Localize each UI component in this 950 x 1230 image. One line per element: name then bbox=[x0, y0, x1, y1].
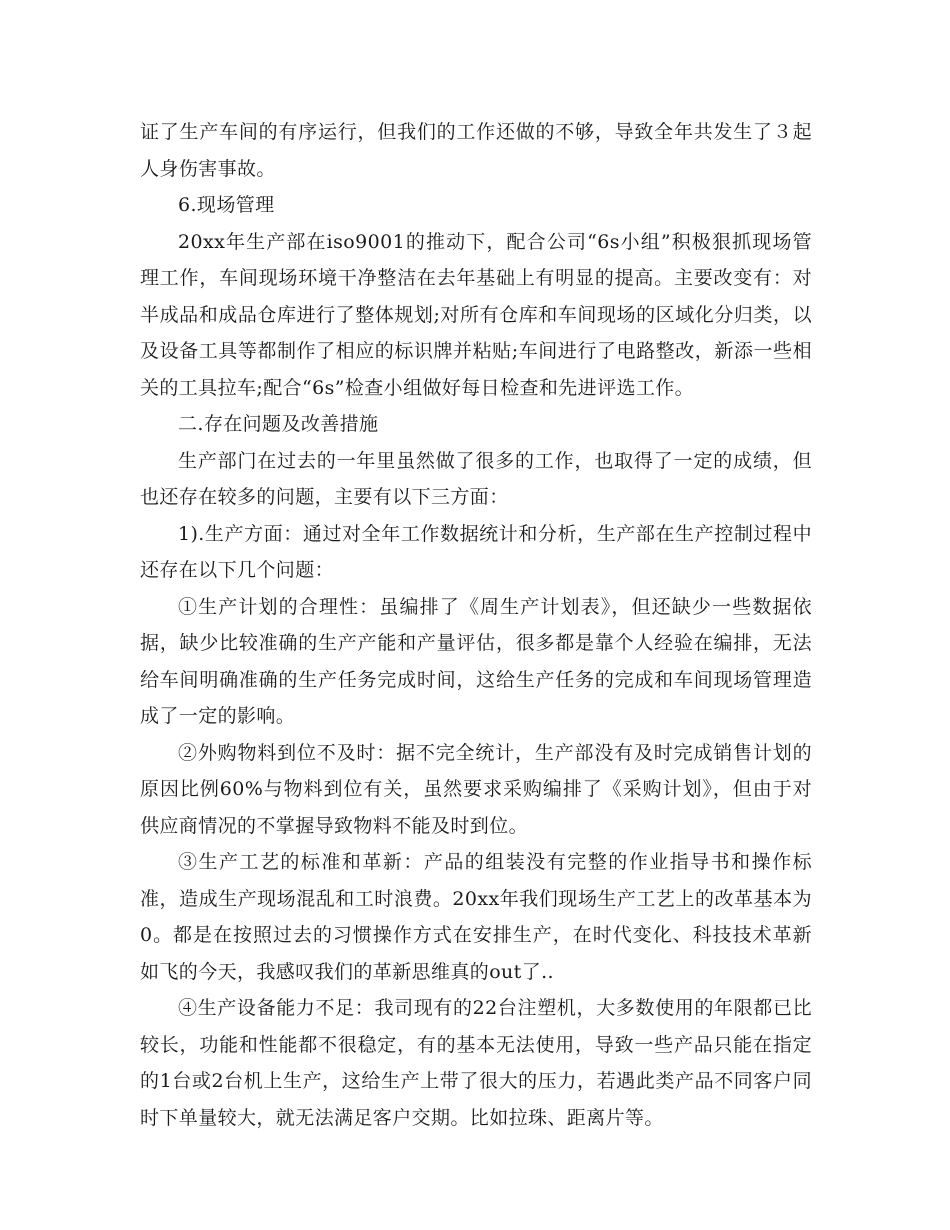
document-body bbox=[140, 114, 812, 1136]
paragraph-site-management: 20xx年生产部在iso9001的推动下，配合公司“6s小组”积极狠抓现场管理工作，车间现场环境干净整洁在去年基础上有明显的提高。主要改变有：对半成品和成品仓库进行了整体规划;对所有仓库和车间现场的区域化分归类，以及设备工具等都制作了相应的标识牌并粘贴;车间进行了电路整改，新添一些相关的工具拉车;配合“6s”检查小组做好每日检查和先进评选工作。 bbox=[140, 230, 812, 399]
paragraph-continuation: 证了生产车间的有序运行，但我们的工作还做的不够，导致全年共发生了３起人身伤害事故。 bbox=[140, 121, 812, 180]
paragraph-issue-planning: ①生产计划的合理性：虽编排了《周生产计划表》，但还缺少一些数据依据，缺少比较准确的生产产能和产量评估，很多都是靠个人经验在编排，无法给车间明确准确的生产任务完成时间，这给生产任务的完成和车间现场管理造成了一定的影响。 bbox=[140, 595, 812, 727]
section-heading-problems: 二.存在问题及改善措施 bbox=[178, 413, 379, 435]
paragraph-production-aspect: 1).生产方面：通过对全年工作数据统计和分析，生产部在生产控制过程中还存在以下几个问题： bbox=[140, 522, 812, 581]
paragraph-issue-process: ③生产工艺的标准和革新：产品的组装没有完整的作业指导书和操作标准，造成生产现场混乱和工时浪费。20xx年我们现场生产工艺上的改革基本为0。都是在按照过去的习惯操作方式在安排生产，在时代变化、科技技术革新如飞的今天，我感叹我们的革新思维真的out了.. bbox=[140, 851, 812, 983]
paragraph-problems-intro: 生产部门在过去的一年里虽然做了很多的工作，也取得了一定的成绩，但也还存在较多的问题，主要有以下三方面： bbox=[140, 449, 812, 508]
section-heading-site-management: 6.现场管理 bbox=[178, 194, 275, 216]
paragraph-issue-equipment: ④生产设备能力不足：我司现有的22台注塑机，大多数使用的年限都已比较长，功能和性能都不很稳定，有的基本无法使用，导致一些产品只能在指定的1台或2台机上生产，这给生产上带了很大的压力，若遇此类产品不同客户同时下单量较大，就无法满足客户交期。比如拉珠、距离片等。 bbox=[140, 997, 812, 1129]
paragraph-issue-materials: ②外购物料到位不及时：据不完全统计，生产部没有及时完成销售计划的原因比例60%与物料到位有关，虽然要求采购编排了《采购计划》，但由于对供应商情况的不掌握导致物料不能及时到位。 bbox=[140, 741, 812, 837]
